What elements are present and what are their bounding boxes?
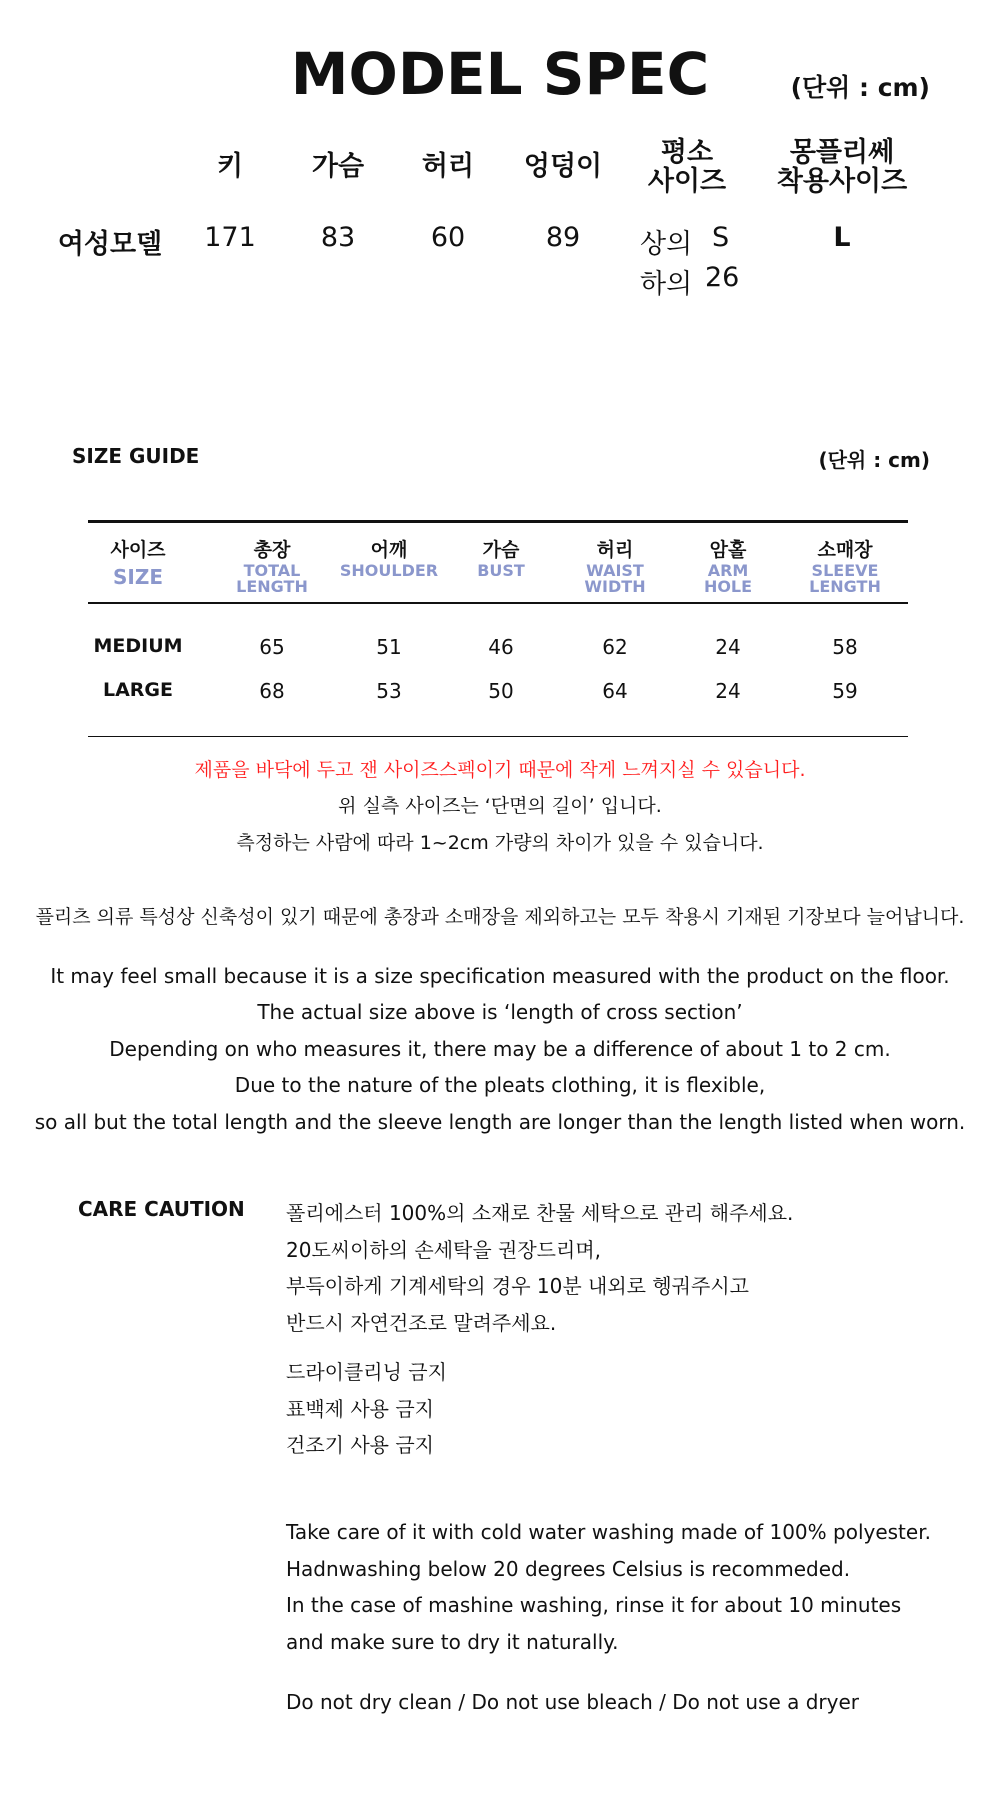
en-note-4: Due to the nature of the pleats clothing, it is flexible, [234, 1073, 766, 1097]
model-row-label: 여성모델 [57, 229, 163, 260]
size-cell: 58 [832, 635, 858, 659]
value-hip: 89 [545, 222, 581, 253]
model-spec-unit: (단위 : cm) [790, 73, 930, 102]
col-header-ko: 가슴 [482, 539, 520, 561]
care-ko-prohibit-3: 건조기 사용 금지 [286, 1433, 434, 1457]
size-guide-title: SIZE GUIDE [72, 444, 200, 468]
header-usual-size-line1: 평소 [660, 137, 714, 168]
col-header-ko: 허리 [596, 539, 634, 561]
value-waist: 60 [430, 222, 466, 253]
usual-top-label: 상의 [640, 229, 693, 260]
table-bottom-rule [88, 736, 908, 737]
col-header-ko: 암홀 [709, 539, 747, 561]
care-en-wash-4: and make sure to dry it naturally. [286, 1630, 619, 1654]
size-cell: 68 [259, 679, 285, 703]
header-hip: 엉덩이 [523, 151, 603, 182]
col-header-en: WAIST [586, 561, 644, 580]
value-height: 171 [204, 222, 256, 253]
size-cell: 59 [832, 679, 858, 703]
care-ko-prohibit-2: 표백제 사용 금지 [286, 1397, 434, 1421]
col-header-ko: 사이즈 [110, 539, 166, 561]
col-header-en: WIDTH [584, 577, 646, 596]
col-header-en: SIZE [112, 565, 163, 589]
care-en-wash-1: Take care of it with cold water washing made of 100% polyester. [286, 1520, 931, 1544]
care-ko-prohibit-1: 드라이클리닝 금지 [286, 1360, 447, 1384]
col-header-ko: 소매장 [817, 539, 873, 561]
usual-bottom-label: 하의 [640, 269, 693, 300]
usual-top-value: S [712, 222, 730, 253]
header-fit-size-line2: 착용사이즈 [776, 166, 908, 197]
col-header-en: HOLE [703, 577, 753, 596]
col-header-en: LENGTH [236, 577, 308, 596]
header-fit-size-line1: 몽플리쎄 [789, 137, 895, 168]
header-chest: 가슴 [311, 151, 365, 182]
col-header-en: SHOULDER [339, 561, 439, 580]
care-caution-title: CARE CAUTION [78, 1197, 245, 1221]
header-usual-size-line2: 사이즈 [647, 166, 727, 197]
value-chest: 83 [320, 222, 356, 253]
care-en-wash-3: In the case of mashine washing, rinse it for about 10 minutes [286, 1593, 902, 1617]
col-header-en: ARM [707, 561, 749, 580]
col-header-en: SLEEVE [811, 561, 879, 580]
usual-bottom-value: 26 [705, 262, 740, 293]
header-fit-size [762, 138, 922, 196]
table-top-rule [88, 520, 908, 523]
care-en-prohibit: Do not dry clean / Do not use bleach / Do not use a dryer [286, 1690, 860, 1714]
col-header-en: BUST [477, 561, 525, 580]
size-cell: 51 [376, 635, 402, 659]
size-row-label: MEDIUM [93, 635, 183, 657]
care-ko-wash-3: 부득이하게 기계세탁의 경우 10분 내외로 헹궈주시고 [286, 1274, 749, 1298]
size-row-label: LARGE [102, 679, 174, 701]
fit-size-value: L [833, 222, 851, 253]
header-height: 키 [216, 151, 244, 182]
header-usual-size [617, 138, 757, 196]
note-red: 제품을 바닥에 두고 잰 사이즈스펙이기 때문에 작게 느껴지실 수 있습니다. [194, 759, 806, 781]
note-cross-section: 위 실측 사이즈는 ‘단면의 길이’ 입니다. [338, 795, 662, 817]
care-ko-wash-2: 20도씨이하의 손세탁을 권장드리며, [286, 1238, 602, 1262]
col-header-en: LENGTH [809, 577, 881, 596]
table-header-rule [88, 602, 908, 604]
note-difference: 측정하는 사람에 따라 1~2cm 가량의 차이가 있을 수 있습니다. [236, 832, 764, 854]
en-note-2: The actual size above is ‘length of cross section’ [257, 1000, 743, 1024]
care-ko-wash-4: 반드시 자연건조로 말려주세요. [286, 1311, 557, 1335]
col-header-ko: 어깨 [370, 539, 408, 561]
en-note-3: Depending on who measures it, there may be a difference of about 1 to 2 cm. [109, 1037, 891, 1061]
care-ko-wash-1: 폴리에스터 100%의 소재로 찬물 세탁으로 관리 해주세요. [286, 1201, 794, 1225]
size-cell: 50 [488, 679, 514, 703]
header-waist: 허리 [421, 151, 475, 182]
size-cell: 24 [715, 679, 741, 703]
en-note-5: so all but the total length and the sleeve length are longer than the length listed when worn. [34, 1110, 966, 1134]
size-cell: 53 [376, 679, 402, 703]
col-header-ko: 총장 [253, 539, 291, 561]
size-cell: 46 [488, 635, 514, 659]
size-cell: 64 [602, 679, 628, 703]
size-cell: 65 [259, 635, 285, 659]
care-en-wash-2: Hadnwashing below 20 degrees Celsius is recommeded. [286, 1557, 851, 1581]
model-spec-title: MODEL SPEC [290, 40, 710, 108]
size-cell: 24 [715, 635, 741, 659]
size-cell: 62 [602, 635, 628, 659]
col-header-en: TOTAL [243, 561, 301, 580]
size-guide-unit: (단위 : cm) [818, 448, 930, 472]
en-note-1: It may feel small because it is a size specification measured with the product on the floor. [50, 964, 950, 988]
note-pleats: 플리츠 의류 특성상 신축성이 있기 때문에 총장과 소매장을 제외하고는 모두 착용시 기재된 기장보다 늘어납니다. [35, 906, 965, 928]
